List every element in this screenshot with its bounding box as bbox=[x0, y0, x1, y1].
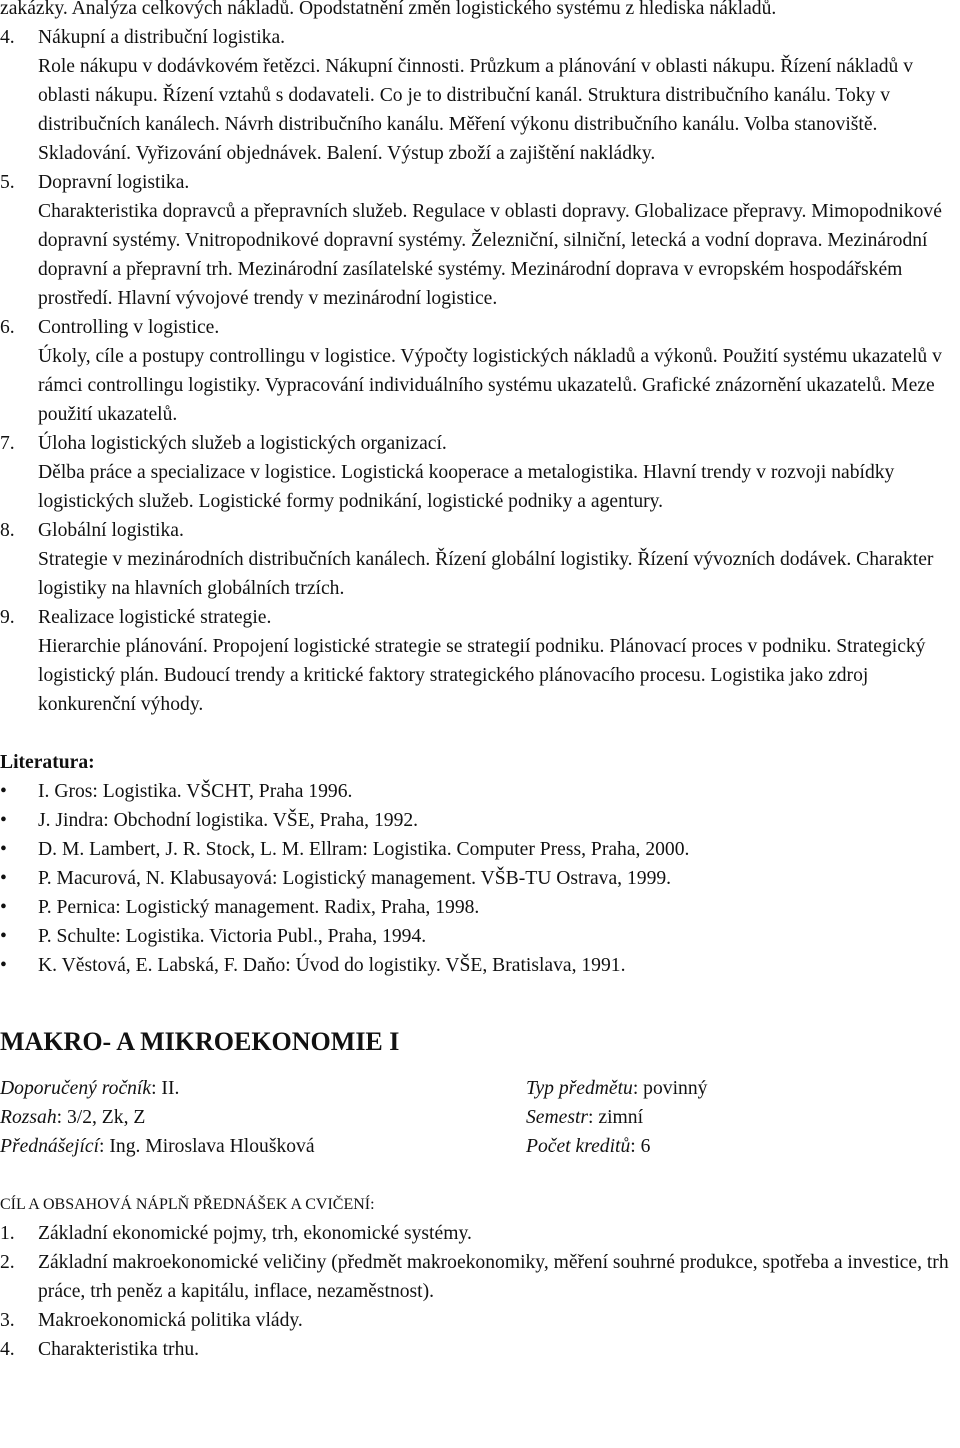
literature-item: • P. Macurová, N. Klabusayová: Logistický management. VŠB-TU Ostrava, 1999. bbox=[0, 864, 960, 893]
topic-number: 5. bbox=[0, 172, 15, 193]
meta-value: : Ing. Miroslava Hloušková bbox=[99, 1136, 315, 1157]
meta-value: : povinný bbox=[632, 1078, 708, 1099]
topic-item bbox=[0, 313, 960, 429]
meta-label: Typ předmětu bbox=[526, 1078, 633, 1099]
literature-item: • P. Pernica: Logistický management. Radix, Praha, 1998. bbox=[0, 893, 960, 922]
section-heading bbox=[0, 1190, 960, 1219]
topic-item bbox=[0, 516, 960, 603]
topic-title: Nákupní a distribuční logistika. bbox=[38, 27, 286, 48]
meta-value: : II. bbox=[151, 1078, 180, 1099]
section-heading-text: CÍL A OBSAHOVÁ NÁPLŇ PŘEDNÁŠEK A CVIČENÍ: bbox=[0, 1196, 375, 1213]
meta-row bbox=[0, 1132, 960, 1161]
literature-item: • I. Gros: Logistika. VŠCHT, Praha 1996. bbox=[0, 777, 960, 806]
topic-text: Hierarchie plánování. Propojení logistické strategie se strategií podniku. Plánovací proces v podniku. Strategický logistický plán. Budoucí trendy a kritické faktory strategického plánovacího procesu. Logistika jako zdroj konkurenční výhody. bbox=[38, 636, 926, 715]
topic-text: Základní makroekonomické veličiny (předmět makroekonomiky, měření souhrné produkce, spotřeba a investice, trh práce, trh peněz a kapitálu, inflace, nezaměstnost). bbox=[38, 1252, 949, 1302]
literature-item: • P. Schulte: Logistika. Victoria Publ., Praha, 1994. bbox=[0, 922, 960, 951]
meta-semester bbox=[526, 1103, 643, 1132]
topic-item bbox=[0, 1306, 960, 1335]
topic-title: Realizace logistické strategie. bbox=[38, 607, 272, 628]
topic-number: 2. bbox=[0, 1252, 15, 1273]
topic-text: Strategie v mezinárodních distribučních kanálech. Řízení globální logistiky. Řízení vývozních dodávek. Charakter logistiky na hlavních globálních trzích. bbox=[38, 549, 934, 599]
literature-item: • K. Věstová, E. Labská, F. Daňo: Úvod do logistiky. VŠE, Bratislava, 1991. bbox=[0, 951, 960, 980]
literature-heading: Literatura: bbox=[0, 752, 95, 773]
meta-value: : 6 bbox=[630, 1136, 651, 1157]
meta-type bbox=[526, 1074, 707, 1103]
topic-text: Charakteristika dopravců a přepravních služeb. Regulace v oblasti dopravy. Globalizace přepravy. Mimopodnikové dopravní systémy. Vnitropodnikové dopravní systémy. Železniční, silniční, letecká a vodní doprava. Mezinárodní dopravní a přepravní trh. Mezinárodní zasílatelské systémy. Mezinárodní doprava v evropském hospodářském prostředí. Hlavní vývojové trendy v mezinárodní logistice. bbox=[38, 201, 942, 309]
literature-list bbox=[0, 777, 960, 980]
topic-title: Globální logistika. bbox=[38, 520, 184, 541]
topic-list-logistics bbox=[0, 23, 960, 719]
topic-number: 4. bbox=[0, 1339, 15, 1360]
meta-label: Přednášející bbox=[0, 1136, 100, 1157]
intro-continuation: zakázky. Analýza celkových nákladů. Opodstatnění změn logistického systému z hlediska nákladů. bbox=[0, 0, 777, 19]
topic-number: 3. bbox=[0, 1310, 15, 1331]
topic-item bbox=[0, 429, 960, 516]
meta-value: : 3/2, Zk, Z bbox=[56, 1107, 146, 1128]
meta-lecturer bbox=[0, 1132, 526, 1161]
topic-title: Dopravní logistika. bbox=[38, 172, 190, 193]
topic-number: 9. bbox=[0, 607, 15, 628]
meta-credits bbox=[526, 1132, 650, 1161]
topic-text: Role nákupu v dodávkovém řetězci. Nákupní činnosti. Průzkum a plánování v oblasti nákupu. Řízení nákladů v oblasti nákupu. Řízení vztahů s dodavateli. Co je to distribuční kanál. Struktura distribučního kanálu. Toky v distribučních kanálech. Návrh distribučního kanálu. Měření výkonu distribučního kanálu. Volba stanoviště. Skladování. Vyřizování objednávek. Balení. Výstup zboží a zajištění nakládky. bbox=[38, 56, 913, 164]
literature-item: • D. M. Lambert, J. R. Stock, L. M. Ellram: Logistika. Computer Press, Praha, 2000. bbox=[0, 835, 960, 864]
topic-item bbox=[0, 1219, 960, 1248]
meta-label: Rozsah bbox=[0, 1107, 57, 1128]
topic-text: Makroekonomická politika vlády. bbox=[38, 1310, 303, 1331]
topic-title: Úloha logistických služeb a logistických organizací. bbox=[38, 433, 447, 454]
topic-number: 8. bbox=[0, 520, 15, 541]
meta-label: Počet kreditů bbox=[526, 1136, 631, 1157]
topic-title: Controlling v logistice. bbox=[38, 317, 220, 338]
meta-row bbox=[0, 1103, 960, 1132]
topic-number: 7. bbox=[0, 433, 15, 454]
topic-item bbox=[0, 23, 960, 168]
meta-year bbox=[0, 1074, 526, 1103]
topic-text: Charakteristika trhu. bbox=[38, 1339, 200, 1360]
literature-item: • J. Jindra: Obchodní logistika. VŠE, Praha, 1992. bbox=[0, 806, 960, 835]
course-title: MAKRO- A MIKROEKONOMIE I bbox=[0, 1027, 400, 1056]
topic-text: Dělba práce a specializace v logistice. Logistická kooperace a metalogistika. Hlavní trendy v rozvoji nabídky logistických služeb. Logistické formy podnikání, logistické podniky a agentury. bbox=[38, 462, 895, 512]
meta-range bbox=[0, 1103, 526, 1132]
topic-item bbox=[0, 1248, 960, 1306]
meta-row bbox=[0, 1074, 960, 1103]
topic-text: Základní ekonomické pojmy, trh, ekonomické systémy. bbox=[38, 1223, 472, 1244]
topic-item bbox=[0, 168, 960, 313]
meta-value: : zimní bbox=[588, 1107, 644, 1128]
topic-text: Úkoly, cíle a postupy controllingu v logistice. Výpočty logistických nákladů a výkonů. Použití systému ukazatelů v rámci controllingu logistiky. Vypracování individuálního systému ukazatelů. Grafické znázornění ukazatelů. Meze použití ukazatelů. bbox=[38, 346, 942, 425]
topic-item bbox=[0, 1335, 960, 1364]
topic-number: 4. bbox=[0, 27, 15, 48]
course-meta bbox=[0, 1074, 960, 1161]
topic-list-economics bbox=[0, 1219, 960, 1364]
meta-label: Semestr bbox=[526, 1107, 589, 1128]
topic-number: 1. bbox=[0, 1223, 15, 1244]
meta-label: Doporučený ročník bbox=[0, 1078, 152, 1099]
topic-number: 6. bbox=[0, 317, 15, 338]
topic-item bbox=[0, 603, 960, 719]
